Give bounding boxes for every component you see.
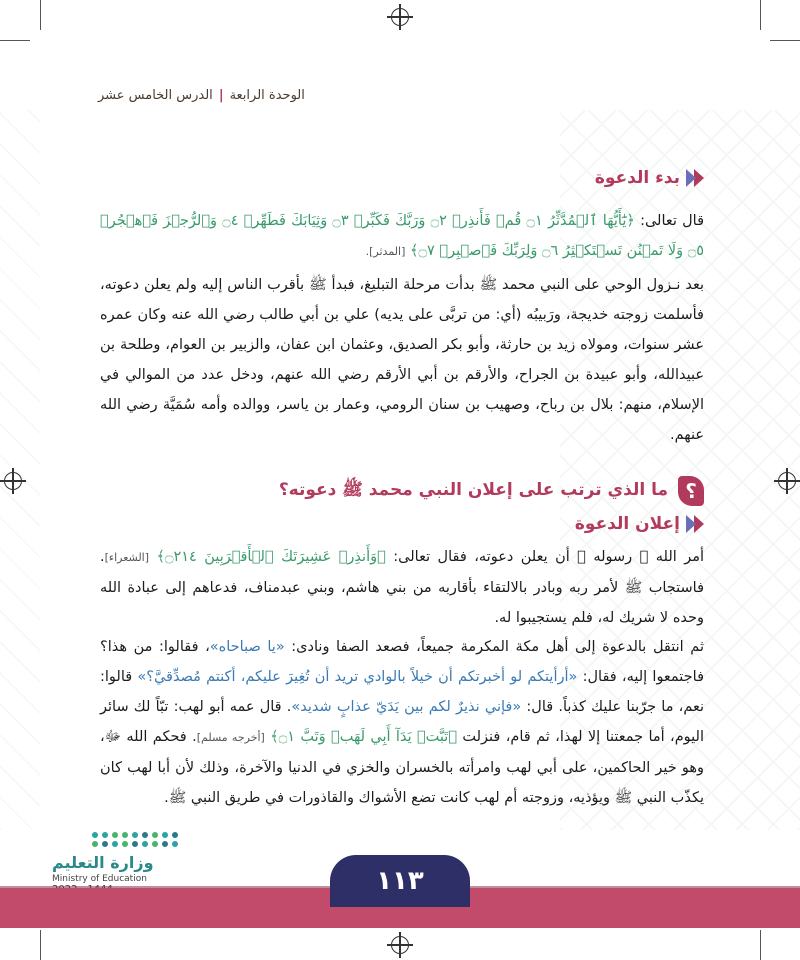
crop-mark	[40, 930, 41, 960]
verse-paragraph	[100, 206, 704, 267]
crop-mark	[760, 0, 761, 30]
header-separator: |	[218, 88, 224, 103]
quran-verse: ﴿وَأَنذِرۡ عَشِيرَتَكَ ٱلۡأَقۡرَبِينَ ۝٢١٤﴾	[156, 549, 386, 565]
header-lesson: الدرس الخامس عشر	[98, 88, 213, 103]
registration-mark-icon	[391, 936, 409, 954]
text-span: ثم انتقل بالدعوة إلى أهل مكة المكرمة جميعاً، فصعد الصفا ونادى:	[284, 639, 704, 655]
text-span: ، فقالوا: من هذا؟ فاجتمعوا إليه، فقال:	[100, 639, 704, 685]
section1-title: بدء الدعوة	[594, 168, 680, 188]
header-unit: الوحدة الرابعة	[229, 88, 305, 103]
verse-reference: [المدثر].	[365, 245, 406, 258]
registration-mark-icon	[4, 472, 22, 490]
verse-reference: [الشعراء]	[104, 551, 150, 564]
page-number: ١١٣	[330, 855, 470, 907]
text-span: . فحكم الله ﷻ، وهو خير الحاكمين، على أبي لهب وامرأته بالخسران والخزي في الدنيا والآخرة، وذلك لأن أبا لهب كان يكذّب النبي ﷺ ويؤذيه، وزوجته أم لهب كانت تضع الأشواك والقاذورات في طريق النبي ﷺ.	[100, 729, 704, 806]
registration-mark-icon	[391, 8, 409, 26]
hadith-reference: [أخرجه مسلم]	[196, 731, 265, 744]
text-span: قالوا: نعم، ما جرّبنا عليك كذباً. قال:	[100, 669, 705, 715]
crop-mark	[770, 40, 800, 41]
chevron-icon	[688, 169, 704, 187]
crop-mark	[40, 0, 41, 30]
section2-title: إعلان الدعوة	[574, 514, 680, 534]
crop-mark	[0, 40, 30, 41]
chevron-icon	[688, 515, 704, 533]
quran-verse: ﴿يَٰٓأَيُّهَا ٱلۡمُدَّثِّرُ ۝١ قُمۡ فَأَنذِرۡ ۝٢ وَرَبَّكَ فَكَبِّرۡ ۝٣ وَثِيَابَكَ فَطَهِّرۡ ۝٤ وَٱلرُّجۡزَ فَٱهۡجُرۡ ۝٥ وَلَا تَمۡنُن تَسۡتَكۡثِرُ ۝٦ وَلِرَبِّكَ فَٱصۡبِرۡ ۝٧﴾	[100, 213, 704, 259]
registration-mark-icon	[778, 472, 796, 490]
verse-intro: قال تعالى:	[634, 213, 705, 229]
ministry-name-ar: وزارة التعليم	[52, 853, 154, 872]
text-span: . قال عمه أبو لهب: تبّاً لك سائر اليوم، أما جمعتنا إلا لهذا، ثم قام، فنزلت	[100, 699, 704, 745]
crop-mark	[760, 930, 761, 960]
quran-verse: ﴿تَبَّتۡ يَدَآ أَبِي لَهَبٖ وَتَبَّ ۝١﴾	[270, 729, 458, 745]
section2-paragraph1	[100, 542, 704, 633]
text-span: . فاستجاب ﷺ لأمر ربه وبادر بالالتقاء بأقاربه من بني هاشم، وبني عبدمناف، فدعاهم إلى عبادة الله وحده لا شريك له، فلم يستجيبوا له.	[100, 549, 704, 626]
question-text: ما الذي ترتب على إعلان النبي محمد ﷺ دعوته؟	[278, 479, 668, 500]
ministry-name-en: Ministry of Education	[52, 874, 147, 884]
logo-dots	[92, 832, 162, 847]
section2-paragraph2	[100, 632, 704, 813]
section1-body: بعد نـزول الوحي على النبي محمد ﷺ بدأت مرحلة التبليغ، فبدأ ﷺ بأقرب الناس إليه ولم يعلن دعوته، فأسلمت زوجته خديجة، ورَبيبُه (أي: من تربَّى على يديه) علي بن أبي طالب رضي الله عنه وكان عمره عشر سنوات، ومولاه زيد بن حارثة، وأبو بكر الصديق، وعثمان ابن عفان، والزبير بن العوام، وطلحة بن عبيدالله، وأبو عبيدة بن الجراح، والأرقم بن أبي الأرقم رضي الله عنهم، ودخل عدد من الموالي في الإسلام، منهم: بلال بن رباح، وصهيب بن سنان الرومي، وعمار بن ياسر، ووالده وأمه سُمَيَّة رضي الله عنهم.	[100, 277, 704, 443]
hadith-quote: «فإني نذيرٌ لكم بين يَدَيّ عذابٍ شديد»	[291, 699, 522, 715]
text-span: أمر الله ﷻ رسوله ﷺ أن يعلن دعوته، فقال تعالى:	[385, 549, 705, 565]
question-icon: ؟	[678, 476, 704, 506]
background-pattern-left	[0, 110, 40, 830]
section-title-announce	[575, 514, 704, 534]
hadith-quote: «أرأيتكم لو أخبرتكم أن خيلاً بالوادي تريد أن تُغِيرَ عليكم، أكنتم مُصدِّقيَّ؟»	[137, 669, 578, 685]
running-header	[98, 88, 305, 103]
section-title-start	[595, 168, 704, 188]
question-box	[279, 476, 704, 506]
hadith-quote: «يا صباحاه»	[209, 639, 285, 655]
